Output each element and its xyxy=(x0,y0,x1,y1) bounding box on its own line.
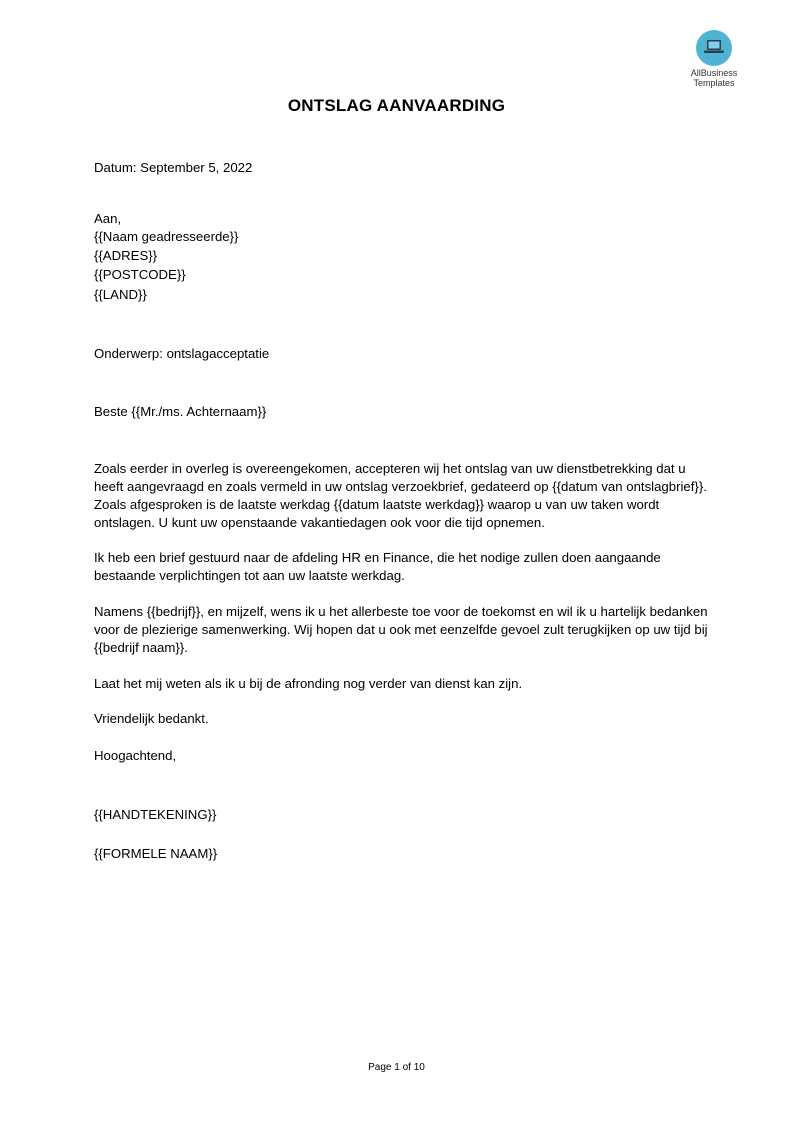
date-line: Datum: September 5, 2022 xyxy=(94,160,253,175)
body-paragraph-1: Zoals eerder in overleg is overeengekomen, accepteren wij het ontslag van uw dienstbetrekking dat u heeft aangevraagd en zoals vermeld in uw ontslag verzoekbrief, gedateerd op {{datum van ontslagbrief}}. Zoals afgesproken is de laatste werkdag {{datum laatste werkdag}} waarop u van uw taken wordt ontslagen. U kunt uw openstaande vakantiedagen ook voor die tijd opnemen. xyxy=(94,461,707,530)
address-country: {{LAND}} xyxy=(94,287,147,302)
address-postcode: {{POSTCODE}} xyxy=(94,267,186,282)
body-paragraph-3: Namens {{bedrijf}}, en mijzelf, wens ik u het allerbeste toe voor de toekomst en wil ik u hartelijk bedanken voor de plezierige samenwerking. Wij hopen dat u ook met eenzelfde gevoel zult terugkijken op uw tijd bij {{bedrijf naam}}. xyxy=(94,604,708,655)
formal-name-placeholder: {{FORMELE NAAM}} xyxy=(94,846,218,861)
page-number: Page 1 of 10 xyxy=(368,1062,425,1073)
closing-line: Hoogachtend, xyxy=(94,748,177,763)
body-paragraph-5: Vriendelijk bedankt. xyxy=(94,711,209,726)
greeting-line: Beste {{Mr./ms. Achternaam}} xyxy=(94,404,267,419)
document-title: ONTSLAG AANVAARDING xyxy=(287,96,506,115)
logo-text-line2: Templates xyxy=(693,78,735,88)
signature-placeholder: {{HANDTEKENING}} xyxy=(94,807,217,822)
address-name: {{Naam geadresseerde}} xyxy=(94,229,239,244)
address-street: {{ADRES}} xyxy=(94,248,158,263)
subject-line: Onderwerp: ontslagacceptatie xyxy=(94,346,270,361)
body-paragraph-2: Ik heb een brief gestuurd naar de afdeling HR en Finance, die het nodige zullen doen aangaande bestaande verplichtingen tot aan uw laatste werkdag. xyxy=(94,550,661,583)
logo-text-line1: AllBusiness xyxy=(690,68,738,78)
body-paragraph-4: Laat het mij weten als ik u bij de afronding nog verder van dienst kan zijn. xyxy=(94,676,523,691)
brand-logo xyxy=(680,30,748,88)
laptop-icon xyxy=(696,30,732,66)
address-salutation: Aan, xyxy=(94,211,122,226)
